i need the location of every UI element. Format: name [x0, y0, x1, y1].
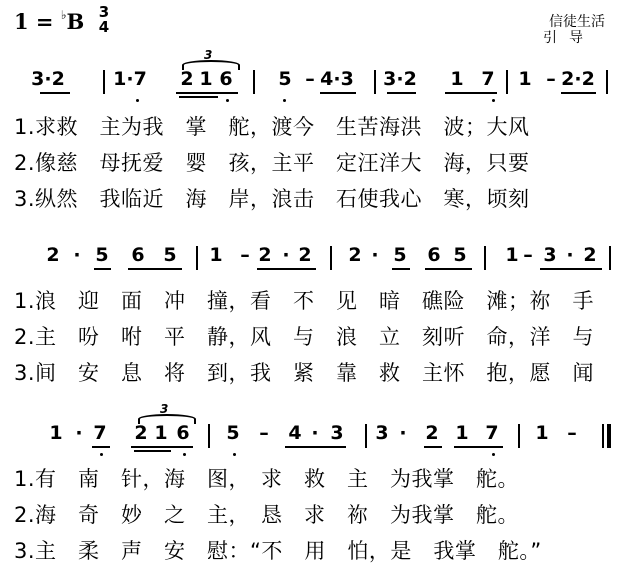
dash: – [546, 68, 556, 90]
note: 3 [330, 422, 344, 444]
note: 7 [481, 68, 495, 90]
note: 2 [298, 244, 312, 266]
note: 5 [393, 244, 407, 266]
notation-line-3 [0, 402, 625, 456]
note: 2 [46, 244, 60, 266]
octave-dot-below [226, 99, 229, 102]
lyric-line3-verse2: 2.海 奇 妙 之 主， 恳 求 祢 为我掌 舵。 [14, 503, 520, 527]
octave-dot-below [233, 453, 236, 456]
underline-beam [94, 268, 111, 270]
lyric-line3-verse3: 3.主 柔 声 安 慰：“不 用 怕，是 我掌 舵。” [14, 539, 542, 563]
triplet-slur [138, 414, 196, 424]
note: 1 [154, 422, 168, 444]
octave-dot-below [183, 453, 186, 456]
note: 2·2 [561, 68, 595, 90]
dash: – [305, 68, 315, 90]
underline-beam [92, 446, 110, 448]
triplet-mark: 3 [204, 48, 213, 62]
note: 1 [505, 244, 519, 266]
underline-beam [454, 446, 503, 448]
note: 1 [450, 68, 464, 90]
lyric-line2-verse3: 3.间 安 息 将 到，我 紧 靠 救 主怀 抱，愿 闻 [14, 361, 595, 385]
barline [506, 70, 508, 94]
note: 5 [163, 244, 177, 266]
underline-beam [424, 446, 442, 448]
dash: – [523, 244, 533, 266]
underline-beam [445, 92, 497, 94]
note: 6 [176, 422, 190, 444]
lyric-line1-verse1: 1.求救 主为我 掌 舵，渡今 生苦海洪 波；大风 [14, 115, 530, 139]
underline-beam [540, 268, 602, 270]
note: 5 [95, 244, 109, 266]
octave-dot-below [492, 99, 495, 102]
notation-line-1 [0, 48, 625, 102]
note: · [371, 244, 379, 266]
underline-beam [176, 92, 238, 94]
underline-beam [561, 92, 596, 94]
key-signature [14, 8, 84, 34]
octave-dot-below [100, 453, 103, 456]
credit-source: 信徒生活 [549, 14, 605, 30]
note: 1 [209, 244, 223, 266]
underline-beam [131, 446, 193, 448]
underline-beam [257, 268, 316, 270]
underline-beam [128, 268, 182, 270]
barline [208, 424, 210, 448]
credit-guide: 引导 [543, 30, 595, 46]
note: 7 [93, 422, 107, 444]
note: · [399, 422, 407, 444]
note: 2 [258, 244, 272, 266]
triplet-slur [182, 60, 240, 70]
triplet-mark: 3 [160, 402, 169, 416]
note: 2 [180, 68, 194, 90]
note: 4·3 [320, 68, 354, 90]
note: 6 [219, 68, 233, 90]
note: · [311, 422, 319, 444]
note: 3·2 [31, 68, 65, 90]
key-prefix: 1 = [14, 9, 61, 34]
underline-beam [320, 92, 356, 94]
barline [103, 70, 105, 94]
dash: – [567, 422, 577, 444]
note: 5 [278, 68, 292, 90]
note: 6 [131, 244, 145, 266]
note: 2 [583, 244, 597, 266]
key-note: B [66, 9, 85, 34]
underline-beam [285, 446, 346, 448]
final-barline-thick [607, 424, 611, 448]
underline-beam [134, 450, 171, 452]
barline [365, 424, 367, 448]
note: 1 [49, 422, 63, 444]
time-denominator: 4 [98, 18, 110, 36]
credit [543, 14, 605, 46]
underline-beam [392, 268, 410, 270]
underline-beam [40, 92, 70, 94]
note: · [73, 244, 81, 266]
barline [374, 70, 376, 94]
dash: – [240, 244, 250, 266]
time-signature [96, 5, 112, 35]
underline-beam [425, 268, 472, 270]
note: 5 [453, 244, 467, 266]
lyric-line3-verse1: 1.有 南 针，海 图， 求 救 主 为我掌 舵。 [14, 467, 520, 491]
octave-dot-below [492, 453, 495, 456]
note: · [566, 244, 574, 266]
note: 7 [485, 422, 499, 444]
time-numerator: 3 [98, 3, 110, 21]
note: 2 [425, 422, 439, 444]
note: 1 [199, 68, 213, 90]
note: 3 [543, 244, 557, 266]
octave-dot-below [136, 99, 139, 102]
note: · [282, 244, 290, 266]
barline [609, 246, 611, 270]
octave-dot-below [283, 99, 286, 102]
barline [196, 246, 198, 270]
lyric-line1-verse2: 2.像慈 母抚爱 婴 孩，主平 定汪洋大 海，只要 [14, 151, 530, 175]
note: · [75, 422, 83, 444]
dash: – [259, 422, 269, 444]
note: 3·2 [383, 68, 417, 90]
lyric-line1-verse3: 3.纵然 我临近 海 岸，浪击 石使我心 寒，顷刻 [14, 187, 530, 211]
note: 1 [455, 422, 469, 444]
note: 4 [288, 422, 302, 444]
underline-beam [179, 96, 218, 98]
note: 2 [348, 244, 362, 266]
barline [518, 424, 520, 448]
underline-beam [387, 92, 416, 94]
barline [253, 70, 255, 94]
note: 5 [226, 422, 240, 444]
note: 3 [375, 422, 389, 444]
notation-line-2 [0, 244, 625, 278]
lyric-line2-verse2: 2.主 吩 咐 平 静，风 与 浪 立 刻听 命，洋 与 [14, 325, 595, 349]
lyric-line2-verse1: 1.浪 迎 面 冲 撞，看 不 见 暗 礁险 滩；祢 手 [14, 289, 595, 313]
final-barline-thin [602, 424, 604, 448]
flat-sign: ♭ [60, 8, 67, 22]
barline [606, 70, 608, 94]
note: 1 [535, 422, 549, 444]
note: 1·7 [113, 68, 147, 90]
barline [330, 246, 332, 270]
note: 6 [427, 244, 441, 266]
note: 2 [134, 422, 148, 444]
barline [484, 246, 486, 270]
note: 1 [518, 68, 532, 90]
